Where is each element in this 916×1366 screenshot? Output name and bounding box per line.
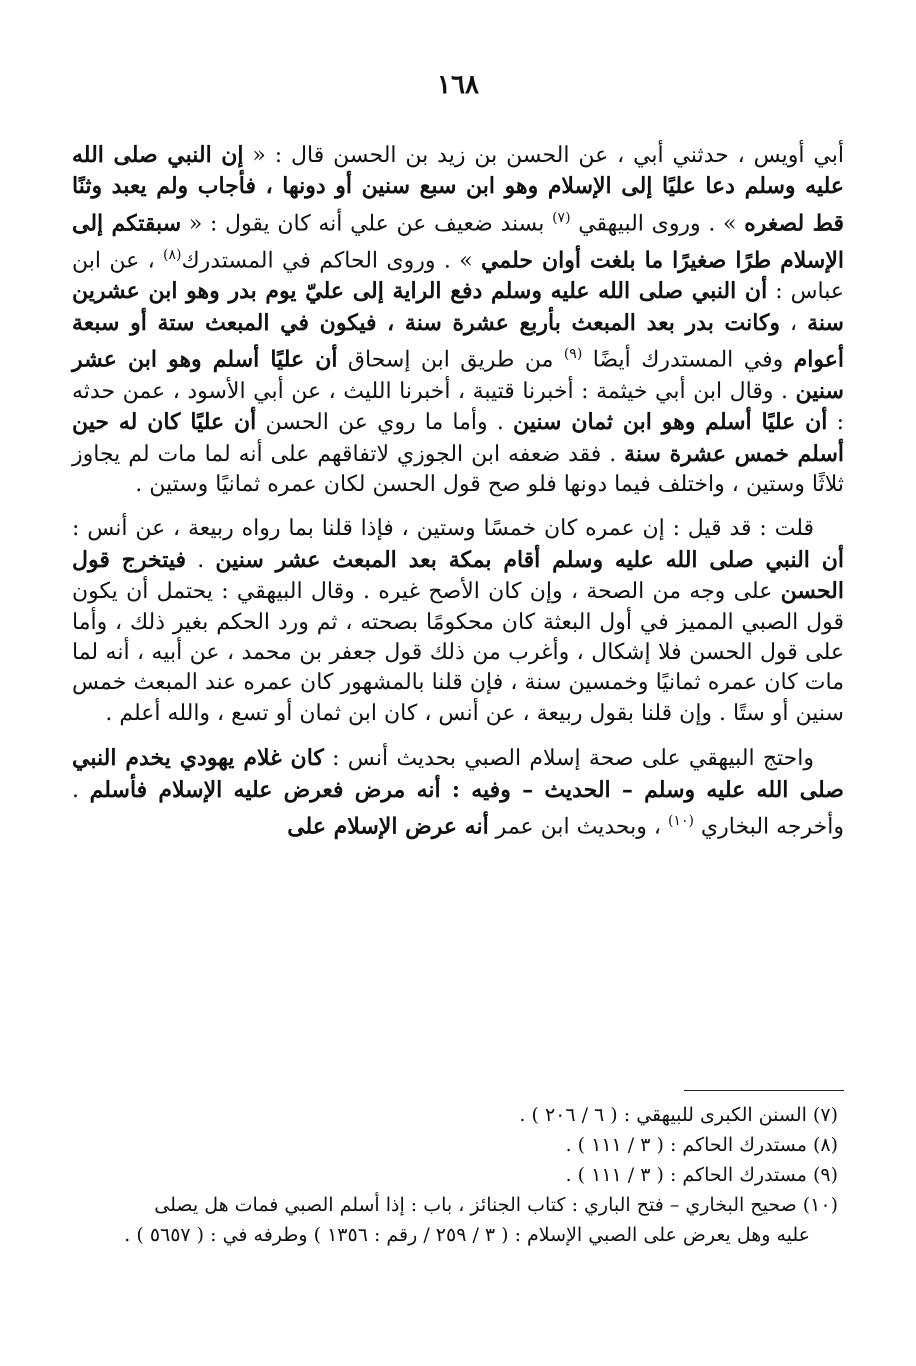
text-run: قلت : قد قيل : إن عمره كان خمسًا وستين ، فإذا قلنا بما رواه ربيعة ، عن أنس : xyxy=(72,516,814,542)
footnotes xyxy=(72,1100,844,1250)
text-run: ، xyxy=(780,310,808,336)
text-run: واحتج البيهقي على صحة إسلام الصبي بحديث أنس : xyxy=(323,746,814,772)
text-run: . فقد ضعفه ابن الجوزي لاتفاقهم على أنه لما مات لم يجاوز ثلاثًا وستين ، واختلف فيما دونها فلو صح قول الحسن لكان عمره ثمانيًا وستين . xyxy=(72,441,844,498)
footnote-separator xyxy=(684,1090,844,1091)
bold-quote: إن النبي صلى الله عليه وسلم دعا عليًا إلى الإسلام وهو ابن سبع سنين أو دونها ، فأجاب ولم يعبد وثنًا قط لصغره xyxy=(72,142,844,237)
text-run: . وقال ابن أبي خيثمة : أخبرنا قتيبة ، أخبرنا الليث ، عن أبي الأسود ، عمن حدثه : xyxy=(72,378,844,436)
text-run: من طريق ابن إسحاق xyxy=(337,347,564,373)
bold-quote: كان غلام يهودي يخدم النبي صلى الله عليه وسلم – الحديث – وفيه : أنه مرض فعرض عليه الإسلام فأسلم xyxy=(72,745,844,803)
text-run: . وأما ما روي عن الحسن xyxy=(256,410,514,436)
text-run: على وجه من الصحة ، وإن كان الأصح غيره . وقال البيهقي : يحتمل أن يكون قول الصبي المميز في أول البعثة كان محكومًا بصحته ، ثم ورد الحكم بغير ذلك ، وأما على قول الحسن فلا إشكال ، وأغرب من ذلك قول جعفر بن محمد ، عن أبيه ، أنه لما مات كان عمره ثمانيًا وخمسين سنة ، فإن قلنا بالمشهور كان عمره عند المبعث خمس سنين أو ستًا . وإن قلنا بقول ربيعة ، عن أنس ، كان ابن ثمان أو تسع ، والله أعلم . xyxy=(72,579,844,726)
footnote-ref: (٧) xyxy=(552,209,571,226)
text-run: ، وبحديث ابن عمر xyxy=(488,814,668,840)
bold-quote: أن النبي صلى الله عليه وسلم دفع الراية إلى عليّ يوم بدر وهو ابن عشرين سنة xyxy=(72,278,844,336)
main-text xyxy=(72,140,844,857)
footnote xyxy=(72,1130,838,1160)
text-run: » . وروى الحاكم في المستدرك xyxy=(181,247,482,273)
footnote xyxy=(72,1160,838,1190)
footnote-text: (٩) مستدرك الحاكم : ( ٣ / ١١١ ) . xyxy=(565,1164,838,1186)
footnote-text: (٨) مستدرك الحاكم : ( ٣ / ١١١ ) . xyxy=(565,1134,838,1156)
bold-quote: أن عليًا كان له حين أسلم خمس عشرة سنة xyxy=(72,409,844,467)
bold-quote: أن النبي صلى الله عليه وسلم أقام بمكة بعد المبعث عشر سنين xyxy=(215,546,844,573)
page-number: ١٦٨ xyxy=(437,70,479,100)
text-run: وفي المستدرك أيضًا xyxy=(582,347,794,373)
text-run: » . وروى البيهقي xyxy=(570,211,745,237)
text-run: . xyxy=(186,547,216,573)
bold-quote: سبقتكم إلى الإسلام طرًا صغيرًا ما بلغت أوان حلمي xyxy=(72,210,845,273)
text-run: . وأخرجه البخاري xyxy=(72,777,844,840)
footnote-continuation: عليه وهل يعرض على الصبي الإسلام : ( ٣ / ٢٥٩ / رقم : ١٣٥٦ ) وطرفه في : ( ٥٦٥٧ ) . xyxy=(124,1224,810,1246)
paragraph xyxy=(72,140,844,500)
text-run: أبي أويس ، حدثني أبي ، عن الحسن بن زيد بن الحسن قال : « xyxy=(243,143,844,168)
footnote xyxy=(72,1190,838,1250)
text-run: ، عن ابن عباس : xyxy=(72,247,844,305)
footnote-ref: (١٠) xyxy=(667,813,694,830)
footnote-ref: (٨) xyxy=(163,246,182,263)
footnote-ref: (٩) xyxy=(563,346,583,363)
text-run: بسند ضعيف عن علي أنه كان يقول : « xyxy=(181,211,553,237)
footnote-text: (١٠) صحيح البخاري – فتح الباري : كتاب الجنائز ، باب : إذا أسلم الصبي فمات هل يصلى xyxy=(154,1194,838,1216)
paragraph xyxy=(72,514,844,729)
footnote-text: (٧) السنن الكبرى للبيهقي : ( ٦ / ٢٠٦ ) . xyxy=(519,1104,838,1126)
bold-quote: وكانت بدر بعد المبعث بأربع عشرة سنة ، فيكون في المبعث ستة أو سبعة أعوام xyxy=(72,309,844,373)
bold-quote: أن عليًا أسلم وهو ابن ثمان سنين xyxy=(513,409,828,436)
paragraph xyxy=(72,743,844,843)
bold-quote: فيتخرج قول الحسن xyxy=(72,546,844,605)
footnote xyxy=(72,1100,838,1130)
bold-quote: أن عليًا أسلم وهو ابن عشر سنين xyxy=(72,346,844,404)
bold-quote: أنه عرض الإسلام على xyxy=(287,813,489,840)
